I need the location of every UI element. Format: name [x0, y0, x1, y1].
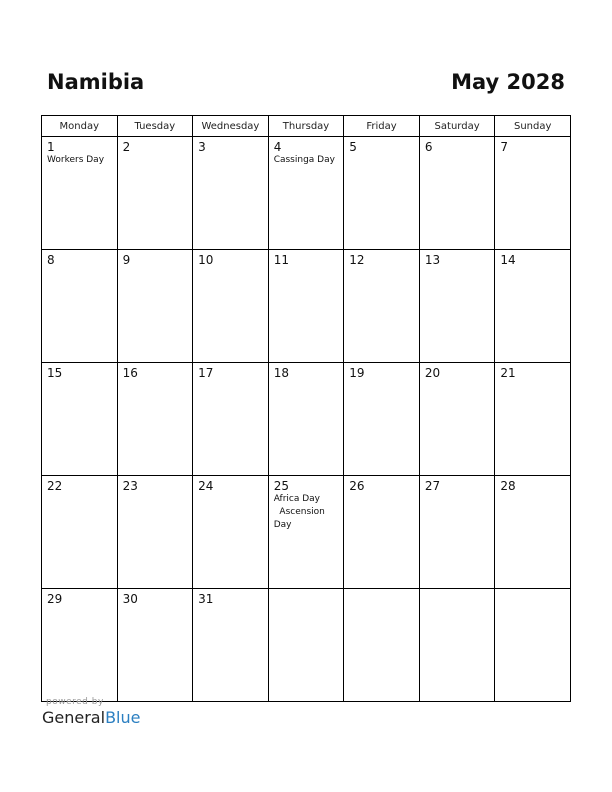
- generalblue-logo: [42, 708, 140, 727]
- week-row: [42, 250, 571, 363]
- day-cell: [193, 589, 269, 702]
- day-number: 18: [273, 366, 289, 380]
- day-number: 25: [273, 479, 289, 493]
- day-number: 5: [349, 140, 357, 154]
- day-cell: [42, 137, 118, 250]
- day-cell: [419, 363, 495, 476]
- day-cell: [419, 476, 495, 589]
- brand-general-text: General: [42, 708, 106, 727]
- brand-blue-text: Blue: [105, 708, 141, 727]
- weekday-header: Friday: [344, 116, 420, 137]
- day-cell: [117, 250, 193, 363]
- day-number: 13: [424, 253, 441, 267]
- day-number: 17: [198, 366, 214, 380]
- week-row: [42, 363, 571, 476]
- month-year-title: May 2028: [451, 70, 565, 94]
- day-cell: [344, 363, 420, 476]
- week-row: [42, 476, 571, 589]
- day-cell: [117, 476, 193, 589]
- holiday-label: Cassinga Day: [273, 155, 335, 165]
- holiday-label: Day: [273, 520, 292, 530]
- day-number: 7: [500, 140, 509, 154]
- day-number: 15: [47, 366, 63, 380]
- day-number: 9: [122, 253, 131, 267]
- day-cell: [344, 250, 420, 363]
- day-number: 4: [273, 140, 282, 154]
- day-number: 26: [349, 479, 365, 493]
- day-number: 28: [500, 479, 516, 493]
- day-cell: [495, 476, 571, 589]
- day-number: 27: [424, 479, 441, 493]
- day-cell: [268, 250, 344, 363]
- day-cell: [268, 363, 344, 476]
- day-cell: [193, 250, 269, 363]
- weekday-header: Sunday: [495, 116, 571, 137]
- holiday-label: Ascension: [273, 507, 325, 517]
- weekday-header: Tuesday: [117, 116, 193, 137]
- day-cell: [42, 363, 118, 476]
- holiday-label: Workers Day: [47, 155, 105, 165]
- day-cell: [42, 476, 118, 589]
- calendar-body: [42, 137, 571, 702]
- day-cell: [268, 476, 344, 589]
- day-cell: [495, 589, 571, 702]
- day-cell: [495, 363, 571, 476]
- day-number: 22: [47, 479, 63, 493]
- day-number: 14: [500, 253, 516, 267]
- day-cell: [419, 589, 495, 702]
- day-number: 3: [198, 140, 206, 154]
- powered-by-label: powered by: [46, 697, 104, 707]
- day-cell: [193, 363, 269, 476]
- day-number: 24: [198, 479, 214, 493]
- day-cell: [268, 137, 344, 250]
- day-cell: [117, 137, 193, 250]
- calendar-grid: [41, 115, 571, 702]
- day-number: 21: [500, 366, 516, 380]
- day-number: 23: [122, 479, 138, 493]
- day-cell: [344, 137, 420, 250]
- day-number: 20: [424, 366, 441, 380]
- day-cell: [42, 250, 118, 363]
- day-number: 6: [424, 140, 433, 154]
- week-row: [42, 137, 571, 250]
- day-number: 2: [122, 140, 131, 154]
- day-number: 1: [47, 140, 55, 154]
- day-cell: [117, 363, 193, 476]
- day-cell: [495, 137, 571, 250]
- day-cell: [42, 589, 118, 702]
- day-number: 10: [198, 253, 214, 267]
- weekday-header: Monday: [42, 116, 118, 137]
- day-cell: [344, 476, 420, 589]
- day-number: 29: [47, 592, 63, 606]
- day-number: 8: [47, 253, 55, 267]
- weekday-header: Wednesday: [193, 116, 269, 137]
- day-cell: [117, 589, 193, 702]
- day-number: 31: [198, 592, 214, 606]
- weekday-header: Saturday: [419, 116, 495, 137]
- day-cell: [193, 476, 269, 589]
- day-cell: [495, 250, 571, 363]
- day-number: 16: [122, 366, 138, 380]
- day-number: 12: [349, 253, 365, 267]
- day-number: 30: [122, 592, 138, 606]
- holiday-label: Africa Day: [273, 494, 320, 504]
- day-number: 11: [273, 253, 289, 267]
- weekday-header-row: [42, 116, 571, 137]
- day-cell: [268, 589, 344, 702]
- week-row: [42, 589, 571, 702]
- country-title: Namibia: [47, 70, 145, 94]
- day-cell: [344, 589, 420, 702]
- weekday-header: Thursday: [268, 116, 344, 137]
- day-cell: [193, 137, 269, 250]
- day-cell: [419, 137, 495, 250]
- day-cell: [419, 250, 495, 363]
- day-number: 19: [349, 366, 365, 380]
